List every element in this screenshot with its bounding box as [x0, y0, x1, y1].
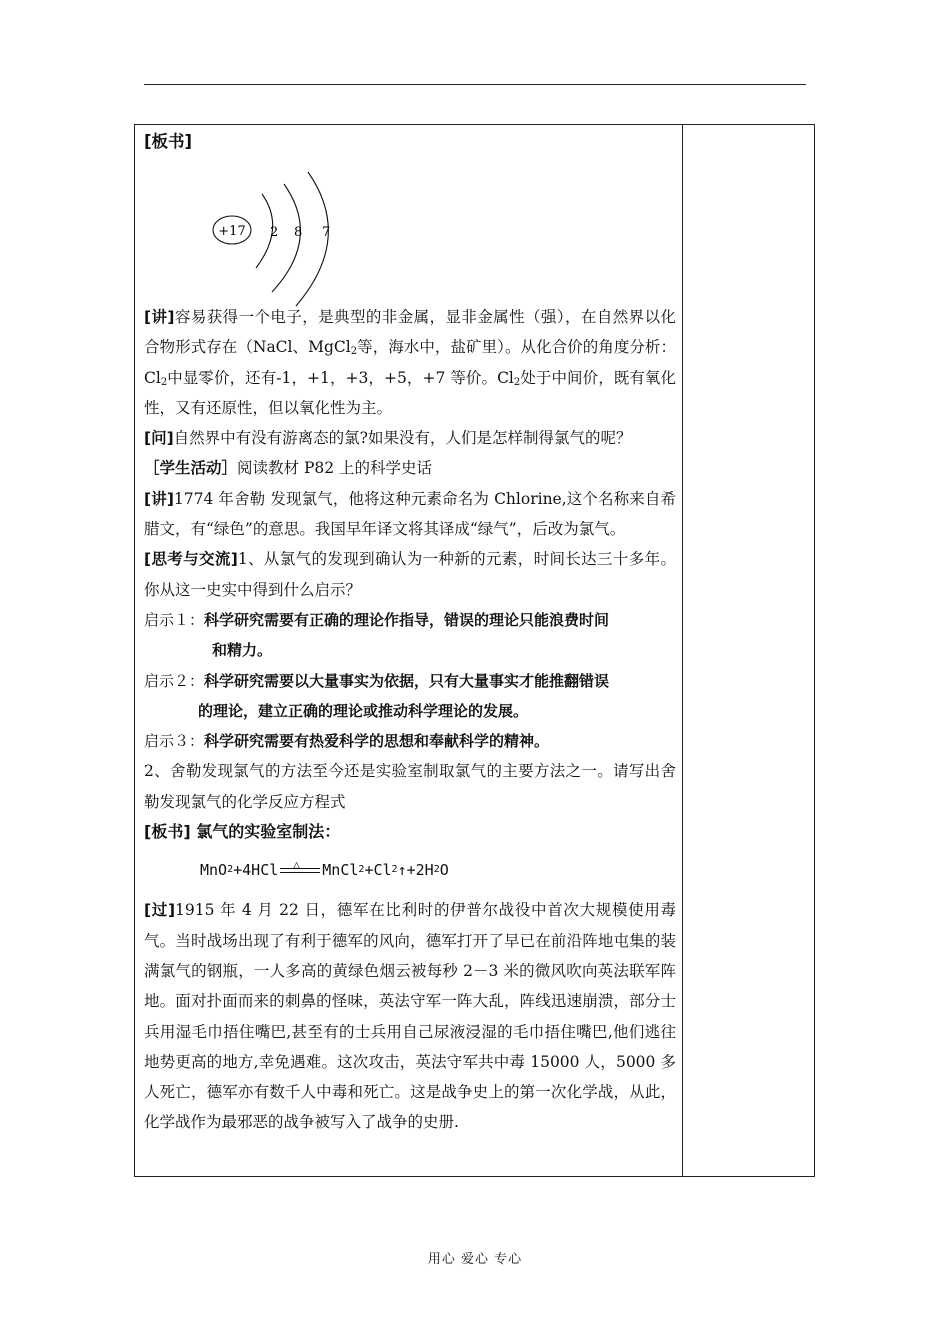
- hint-item-1: 启示１： 科学研究需要有正确的理论作指导，错误的理论只能浪费时间 和精力。: [144, 610, 610, 660]
- shell-count-3: 7: [322, 225, 331, 240]
- paragraph-lecture-2: [讲]1774 年舍勒 发现氯气，他将这种元素命名为 Chlorine,这个名称来自希腊文，有“绿色”的意思。我国早年译文将其译成“绿气”，后改为氯气。: [144, 489, 677, 539]
- header-rule: [144, 84, 806, 85]
- shell-count-1: 2: [270, 225, 279, 240]
- page-footer: 用心 爱心 专心: [427, 1252, 523, 1267]
- reaction-equation: MnO 2 +4HCl △ MnCl 2 +Cl 2 ↑+2H 2 O: [200, 858, 449, 880]
- lesson-body: [144, 302, 676, 1138]
- hint-list: [144, 605, 676, 756]
- paragraph-discussion: [思考与交流]1、从氯气的发现到确认为一种新的元素，时间长达三十多年。你从这一史实中得到什么启示？: [144, 550, 676, 599]
- shell-count-2: 8: [294, 225, 303, 240]
- board-heading-lab-prep: [板书] 氯气的实验室制法：: [144, 822, 341, 842]
- paragraph-question: [问]自然界中有没有游离态的氯?如果没有，人们是怎样制得氯气的呢？: [144, 429, 632, 448]
- nucleus-charge: +17: [218, 224, 246, 239]
- paragraph-question-2: 2、舍勒发现氯气的方法至今还是实验室制取氯气的主要方法之一。请写出舍勒发现氯气的化学反应方程式: [144, 762, 676, 811]
- paragraph-lecture-1: [讲]容易获得一个电子，是典型的非金属，显非金属性（强），在自然界以化合物形式存在（NaCl、MgCl$_2$等，海水中，盐矿里）。从化合价的角度分析：$Cl_2$中显零价，还有-1，+1，+3，+5，+7 等价。$Cl_2$处于中间价，既有氧化性，又有还原性，但以氧化性为主。: [144, 308, 676, 417]
- board-heading: [板书]: [144, 132, 193, 151]
- hint-item-3: 启示３： 科学研究需要有热爱科学的思想和奉献科学的精神。: [144, 732, 550, 751]
- paragraph-transition: [过]1915 年 4 月 22 日，德军在比利时的伊普尔战役中首次大规模使用毒气。当时战场出现了有利于德军的风向，德军打开了早已在前沿阵地屯集的装满氯气的钢瓶，一人多高的黄绿色烟云被每秒 2－3 米的微风吹向英法联军阵地。面对扑面而来的刺鼻的怪味，英法守军一阵大乱，阵线迅速崩溃，部分士兵用湿毛巾捂住嘴巴,甚至有的士兵用自己尿液浸湿的毛巾捂住嘴巴,他们逃往地势更高的地方,幸免遇难。这次攻击，英法守军共中毒 15000 人，5000 多人死亡，德军亦有数千人中毒和死亡。这是战争史上的第一次化学战，从此，化学战作为最邪恶的战争被写入了战争的史册.: [144, 901, 677, 1132]
- paragraph-student-activity: ［学生活动］阅读教材 P82 上的科学史话: [144, 459, 433, 478]
- column-divider: [682, 124, 683, 1177]
- chlorine-atom-diagram: [144, 168, 374, 308]
- heating-equals-sign: △: [280, 862, 320, 878]
- hint-item-2: 启示２： 科学研究需要以大量事实为依据，只有大量事实才能推翻错误 的理论，建立正确的理论或推动科学理论的发展。: [144, 671, 610, 720]
